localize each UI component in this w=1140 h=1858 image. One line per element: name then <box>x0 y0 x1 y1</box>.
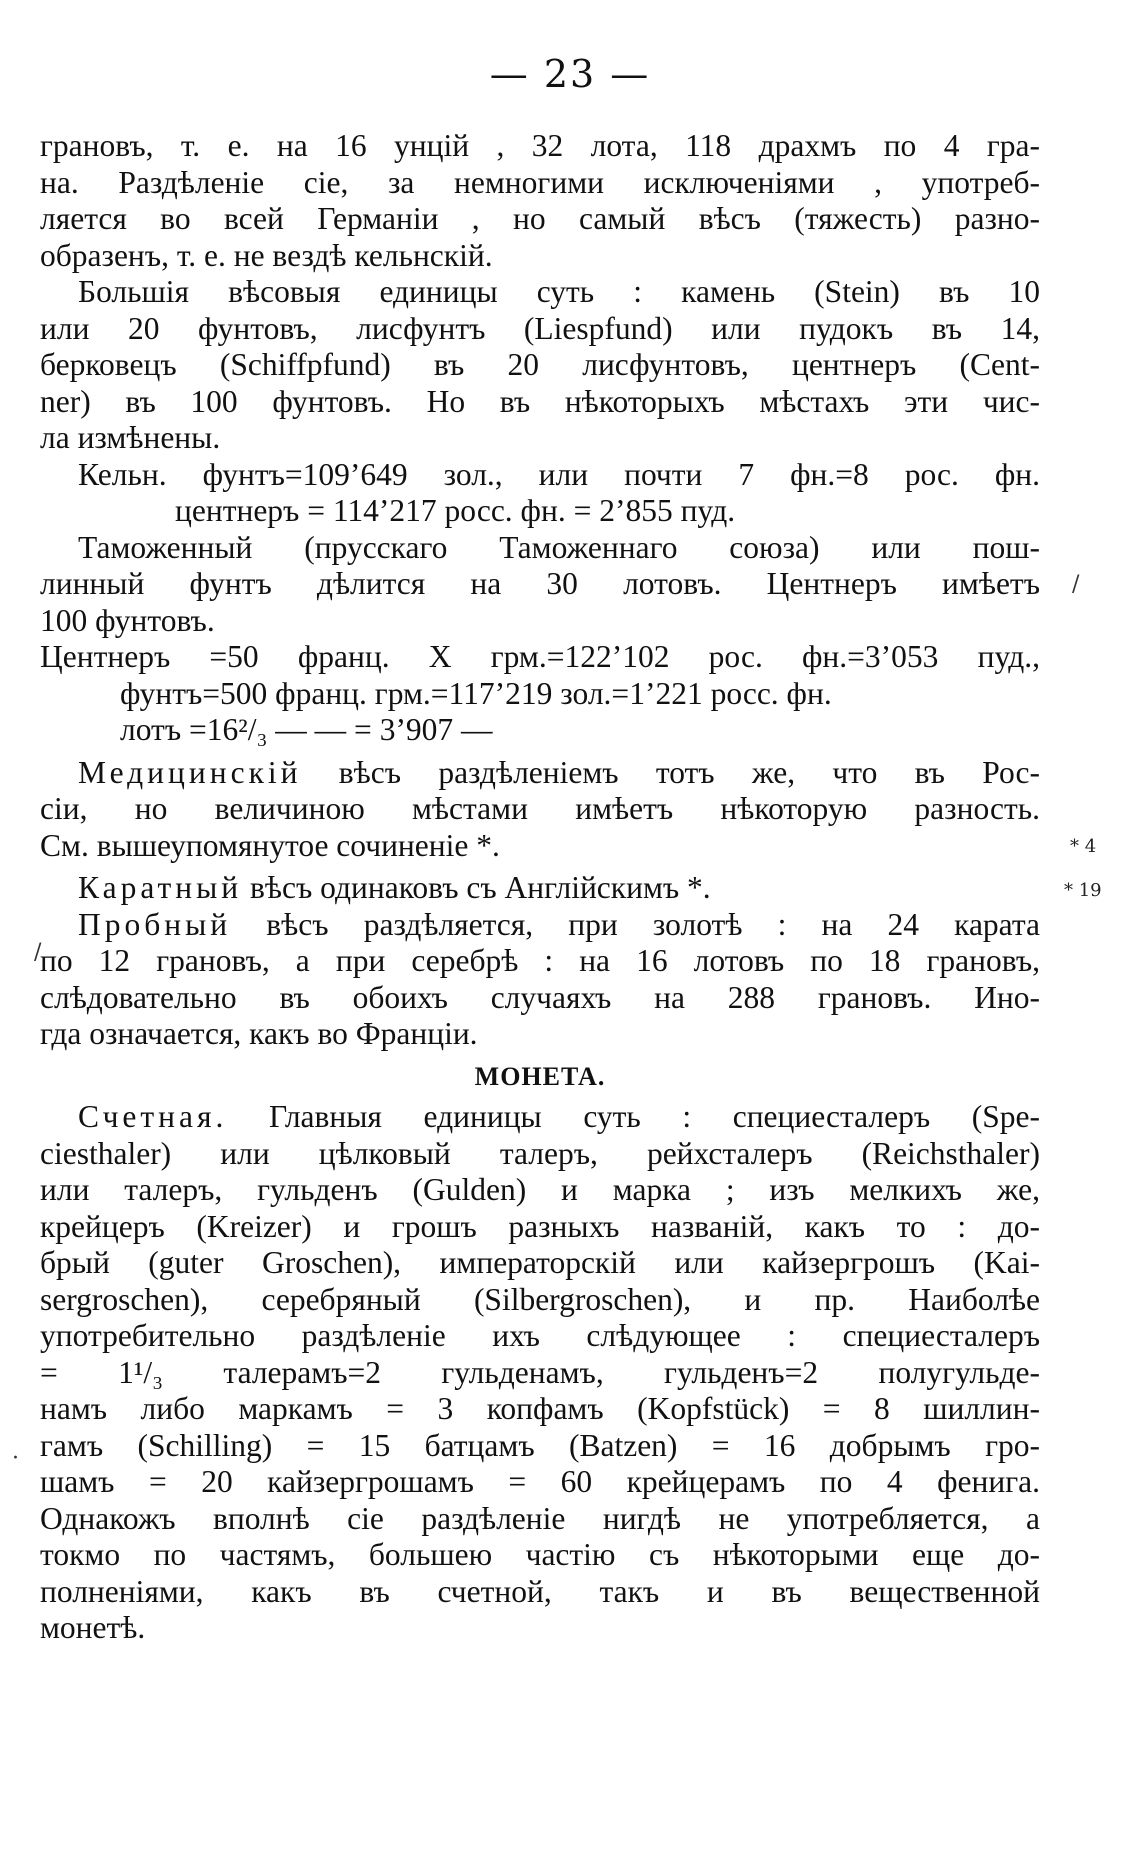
text-line: токмо по частямъ, большею частію съ нѣкоторыми еще до- <box>40 1537 1040 1572</box>
text-line: берковецъ (Schiffpfund) въ 20 лисфунтовъ, центнеръ (Cent- <box>40 347 1040 382</box>
text-line: гда означается, какъ во Франціи. <box>40 1016 478 1051</box>
text-line: См. вышеупомянутое сочиненіе *. <box>40 827 500 863</box>
text-line: Каратный вѣсъ одинаковъ съ Англійскимъ *. <box>78 870 711 905</box>
text-line: Большія вѣсовыя единицы суть : камень (Stein) въ 10 <box>78 274 1040 309</box>
text-line: Кельн. фунтъ=109’649 зол., или почти 7 фн.=8 рос. фн. <box>78 456 1040 492</box>
text-line: Однакожъ вполнѣ сіе раздѣленіе нигдѣ не употребляется, а <box>40 1500 1040 1536</box>
text-line: 100 фунтовъ. <box>40 602 215 638</box>
text-line: фунтъ=500 франц. грм.=117’219 зол.=1’221 росс. фн. <box>120 675 832 711</box>
text-line: Пробный вѣсъ раздѣляется, при золотѣ : на 24 карата <box>78 906 1040 942</box>
text-line: sergroschen), серебряный (Silbergroschen), и пр. Наиболѣе <box>40 1281 1040 1317</box>
margin-note: * 4 <box>1070 836 1097 857</box>
margin-mark: / <box>1072 572 1080 597</box>
term-assay: Пробный <box>78 906 232 942</box>
text-line: Медицинскій вѣсъ раздѣленіемъ тотъ же, что въ Рос- <box>78 754 1040 790</box>
text-line: Центнеръ =50 франц. X грм.=122’102 рос. фн.=3’053 пуд., <box>40 639 1040 674</box>
text-line: Счетная. Главныя единицы суть : специесталеръ (Spe- <box>78 1099 1040 1134</box>
text-line: крейцеръ (Kreizer) и грошъ разныхъ названій, какъ то : до- <box>40 1208 1040 1244</box>
page-body <box>40 128 1040 1647</box>
text-line: или талеръ, гульденъ (Gulden) и марка ; изъ мелкихъ же, <box>40 1172 1040 1207</box>
text-line: по 12 грановъ, а при серебрѣ : на 16 лотовъ по 18 грановъ, <box>40 943 1040 978</box>
page-number: — 23 — <box>489 52 651 96</box>
margin-mark: / <box>34 940 42 965</box>
text-line: слѣдовательно въ обоихъ случаяхъ на 288 грановъ. Ино- <box>40 979 1040 1015</box>
text-line: ner) въ 100 фунтовъ. Но въ нѣкоторыхъ мѣстахъ эти чис- <box>40 383 1040 419</box>
section-heading: МОНЕТА. <box>474 1061 606 1091</box>
term-medical: Медицинскій <box>78 754 302 790</box>
term-account: Счетная. <box>78 1099 228 1134</box>
text-line: намъ либо маркамъ = 3 копфамъ (Kopfstück) = 8 шиллин- <box>40 1391 1040 1426</box>
text-line: на. Раздѣленіе сіе, за немногими исключеніями , употреб- <box>40 164 1040 200</box>
text-line: лотъ =16²/₃ — — = 3’907 — <box>120 712 493 747</box>
margin-note: * 19 <box>1064 880 1102 901</box>
text-line: шамъ = 20 кайзергрошамъ = 60 крейцерамъ по 4 фенига. <box>40 1464 1040 1499</box>
text-line: монетѣ. <box>40 1610 146 1645</box>
text-line: ляется во всей Германіи , но самый вѣсъ (тяжесть) разно- <box>40 201 1040 236</box>
text-line: образенъ, т. е. не вездѣ кельнскій. <box>40 237 493 273</box>
text-line: грановъ, т. е. на 16 унцій , 32 лота, 118 драхмъ по 4 гра- <box>40 128 1040 163</box>
text-line: = 1¹/₃ талерамъ=2 гульденамъ, гульденъ=2 полугульде- <box>40 1354 1040 1390</box>
text-line: линный фунтъ дѣлится на 30 лотовъ. Центнеръ имѣетъ <box>40 566 1040 601</box>
text-line: сіи, но величиною мѣстами имѣетъ нѣкоторую разность. <box>40 791 1040 826</box>
text-line: брый (guter Groschen), императорскій или кайзергрошъ (Kai- <box>40 1245 1040 1280</box>
text-line: употребительно раздѣленіе ихъ слѣдующее : специесталеръ <box>40 1318 1040 1353</box>
text-line: центнеръ = 114’217 росс. фн. = 2’855 пуд. <box>175 493 736 528</box>
text-line: ciesthaler) или цѣлковый талеръ, рейхсталеръ (Reichsthaler) <box>40 1135 1040 1171</box>
text-line: полненіями, какъ въ счетной, такъ и въ вещественной <box>40 1573 1040 1609</box>
text-line: Таможенный (прусскаго Таможеннаго союза) или пош- <box>78 529 1040 565</box>
margin-mark: · <box>12 1446 19 1471</box>
text-line: гамъ (Schilling) = 15 батцамъ (Batzen) = 16 добрымъ гро- <box>40 1427 1040 1463</box>
text-line: ла измѣнены. <box>40 420 221 455</box>
term-carat: Каратный <box>78 870 243 905</box>
text-line: или 20 фунтовъ, лисфунтъ (Liespfund) или пудокъ въ 14, <box>40 310 1040 346</box>
